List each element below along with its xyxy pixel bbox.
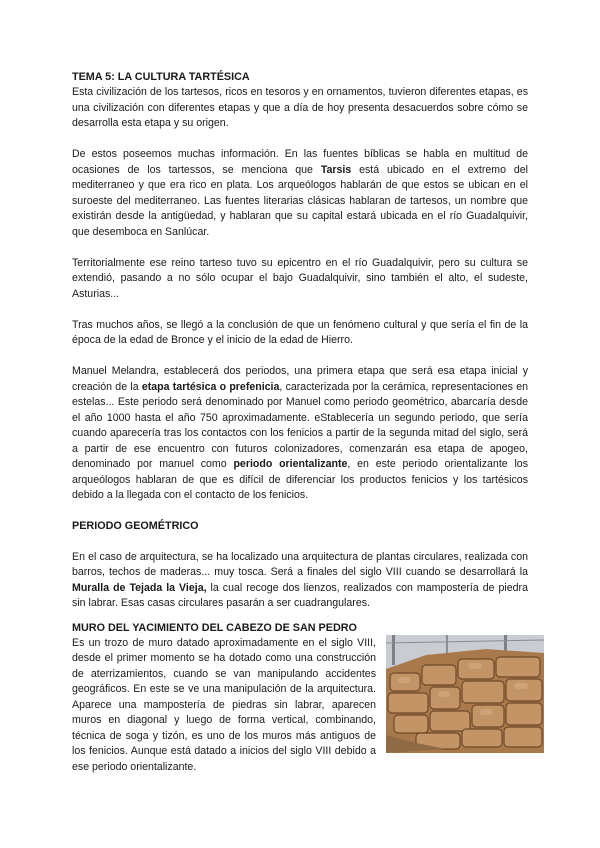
text-span: Manuel Melandra, establecerá dos periodos, una primera etapa que será esa etapa inicial y creación de la — [72, 365, 528, 393]
text-span: De estos poseemos muchas información. En las fuentes bíblicas se habla en multitud de ocasiones de los tartessos, se menciona que — [72, 148, 528, 176]
text-span: En el caso de arquitectura, se ha localizado una arquitectura de plantas circulares, realizada con barros, techos de maderas... muy tosca. Será a finales del siglo VIII cuando se desarrollará la — [72, 550, 528, 578]
document-page — [72, 70, 528, 775]
bold-tarsis: Tarsis — [320, 163, 352, 176]
text-span: está ubicado en el extremo del mediterraneo y que era rico en plata. Los arqueólogos hablarán de que estos se ubican en el suroeste del mediterraneo. Las fuentes literarias clásicas hablaran de tartesos, un nombre que existirán desde la antigüedad, y hablaran que su capital estará ubicada en el río Guadalquivir, que desemboca en Sanlúcar. — [72, 163, 529, 238]
section-heading-geometrico: PERIODO GEOMÉTRICO — [72, 520, 199, 532]
wall-section — [72, 621, 528, 776]
document-title: TEMA 5: LA CULTURA TARTÉSICA — [72, 71, 250, 83]
paragraph-sources — [72, 147, 528, 240]
text-span: , en este periodo orientalizante los arqueólogos hablaran de que es difícil de diferenciar los productos fenicios y los tartésicos debido a la llegada con el contacto de los fenicios. — [72, 458, 528, 501]
paragraph-architecture — [72, 550, 528, 612]
paragraph-periods — [72, 364, 528, 504]
paragraph-territory: Territorialmente ese reino tarteso tuvo su epicentro en el río Guadalquivir, pero su cultura se extendió, pasando a no sólo ocupar el bajo Guadalquivir, sino también el alto, el sudeste, Asturias... — [72, 256, 528, 300]
bold-periodo-orientalizante: periodo orientalizante — [233, 458, 348, 470]
bold-muralla: Muralla de Tejada la Vieja, — [72, 581, 207, 594]
text-span: , caracterizada por la cerámica, representaciones en estelas... Este periodo será denominado por Manuel como periodo geométrico, abarcaría desde el año 1000 hasta el año 750 aproximadamente. eStablecería un segundo periodo, que sería cuando aparecería tras los contactos con los fenicios a partir de la segunda mitad del siglo, será a partir de ese encuentro con futuros colonizadores, comenzarán esa etapa de apogeo, denominado por manuel como — [72, 380, 528, 470]
text-span: la cual recoge dos lienzos, realizados con mampostería de piedra sin labrar. Esas casas circulares pasarán a ser cuadrangulares. — [72, 581, 528, 609]
section-heading-muro: MURO DEL YACIMIENTO DEL CABEZO DE SAN PEDRO — [72, 621, 357, 634]
paragraph-intro: Esta civilización de los tartesos, ricos en tesoros y en ornamentos, tuvieron diferentes etapas, es una civilización con diferentes etapas y que a día de hoy presenta desacuerdos sobre cómo se desarrolla esta etapa y su origen. — [72, 86, 528, 129]
stone-wall-photo — [386, 635, 544, 753]
paragraph-conclusion: Tras muchos años, se llegó a la conclusión de que un fenómeno cultural y que sería el fin de la época de la edad de Bronce y el inicio de la edad de Hierro. — [72, 318, 528, 346]
paragraph-muro: Es un trozo de muro datado aproximadamente en el siglo VIII, desde el primer momento se ha dotado como una construcción de aterrizamientos, cuando se van manipulando accidentes geográficos. En este se ve una manipulación de la arquitectura. Aparece una mampostería de piedras sin labrar, aparecen muros en diagonal y luego de forma vertical, combinando, técnica de soga y tizón, es uno de los muros más antiguos de los fenicios. Aunque está datado a inicios del siglo VIII debido a ese periodo orientalizante. — [72, 636, 376, 773]
bold-etapa-tartesica: etapa tartésica o prefenicia — [141, 380, 280, 393]
